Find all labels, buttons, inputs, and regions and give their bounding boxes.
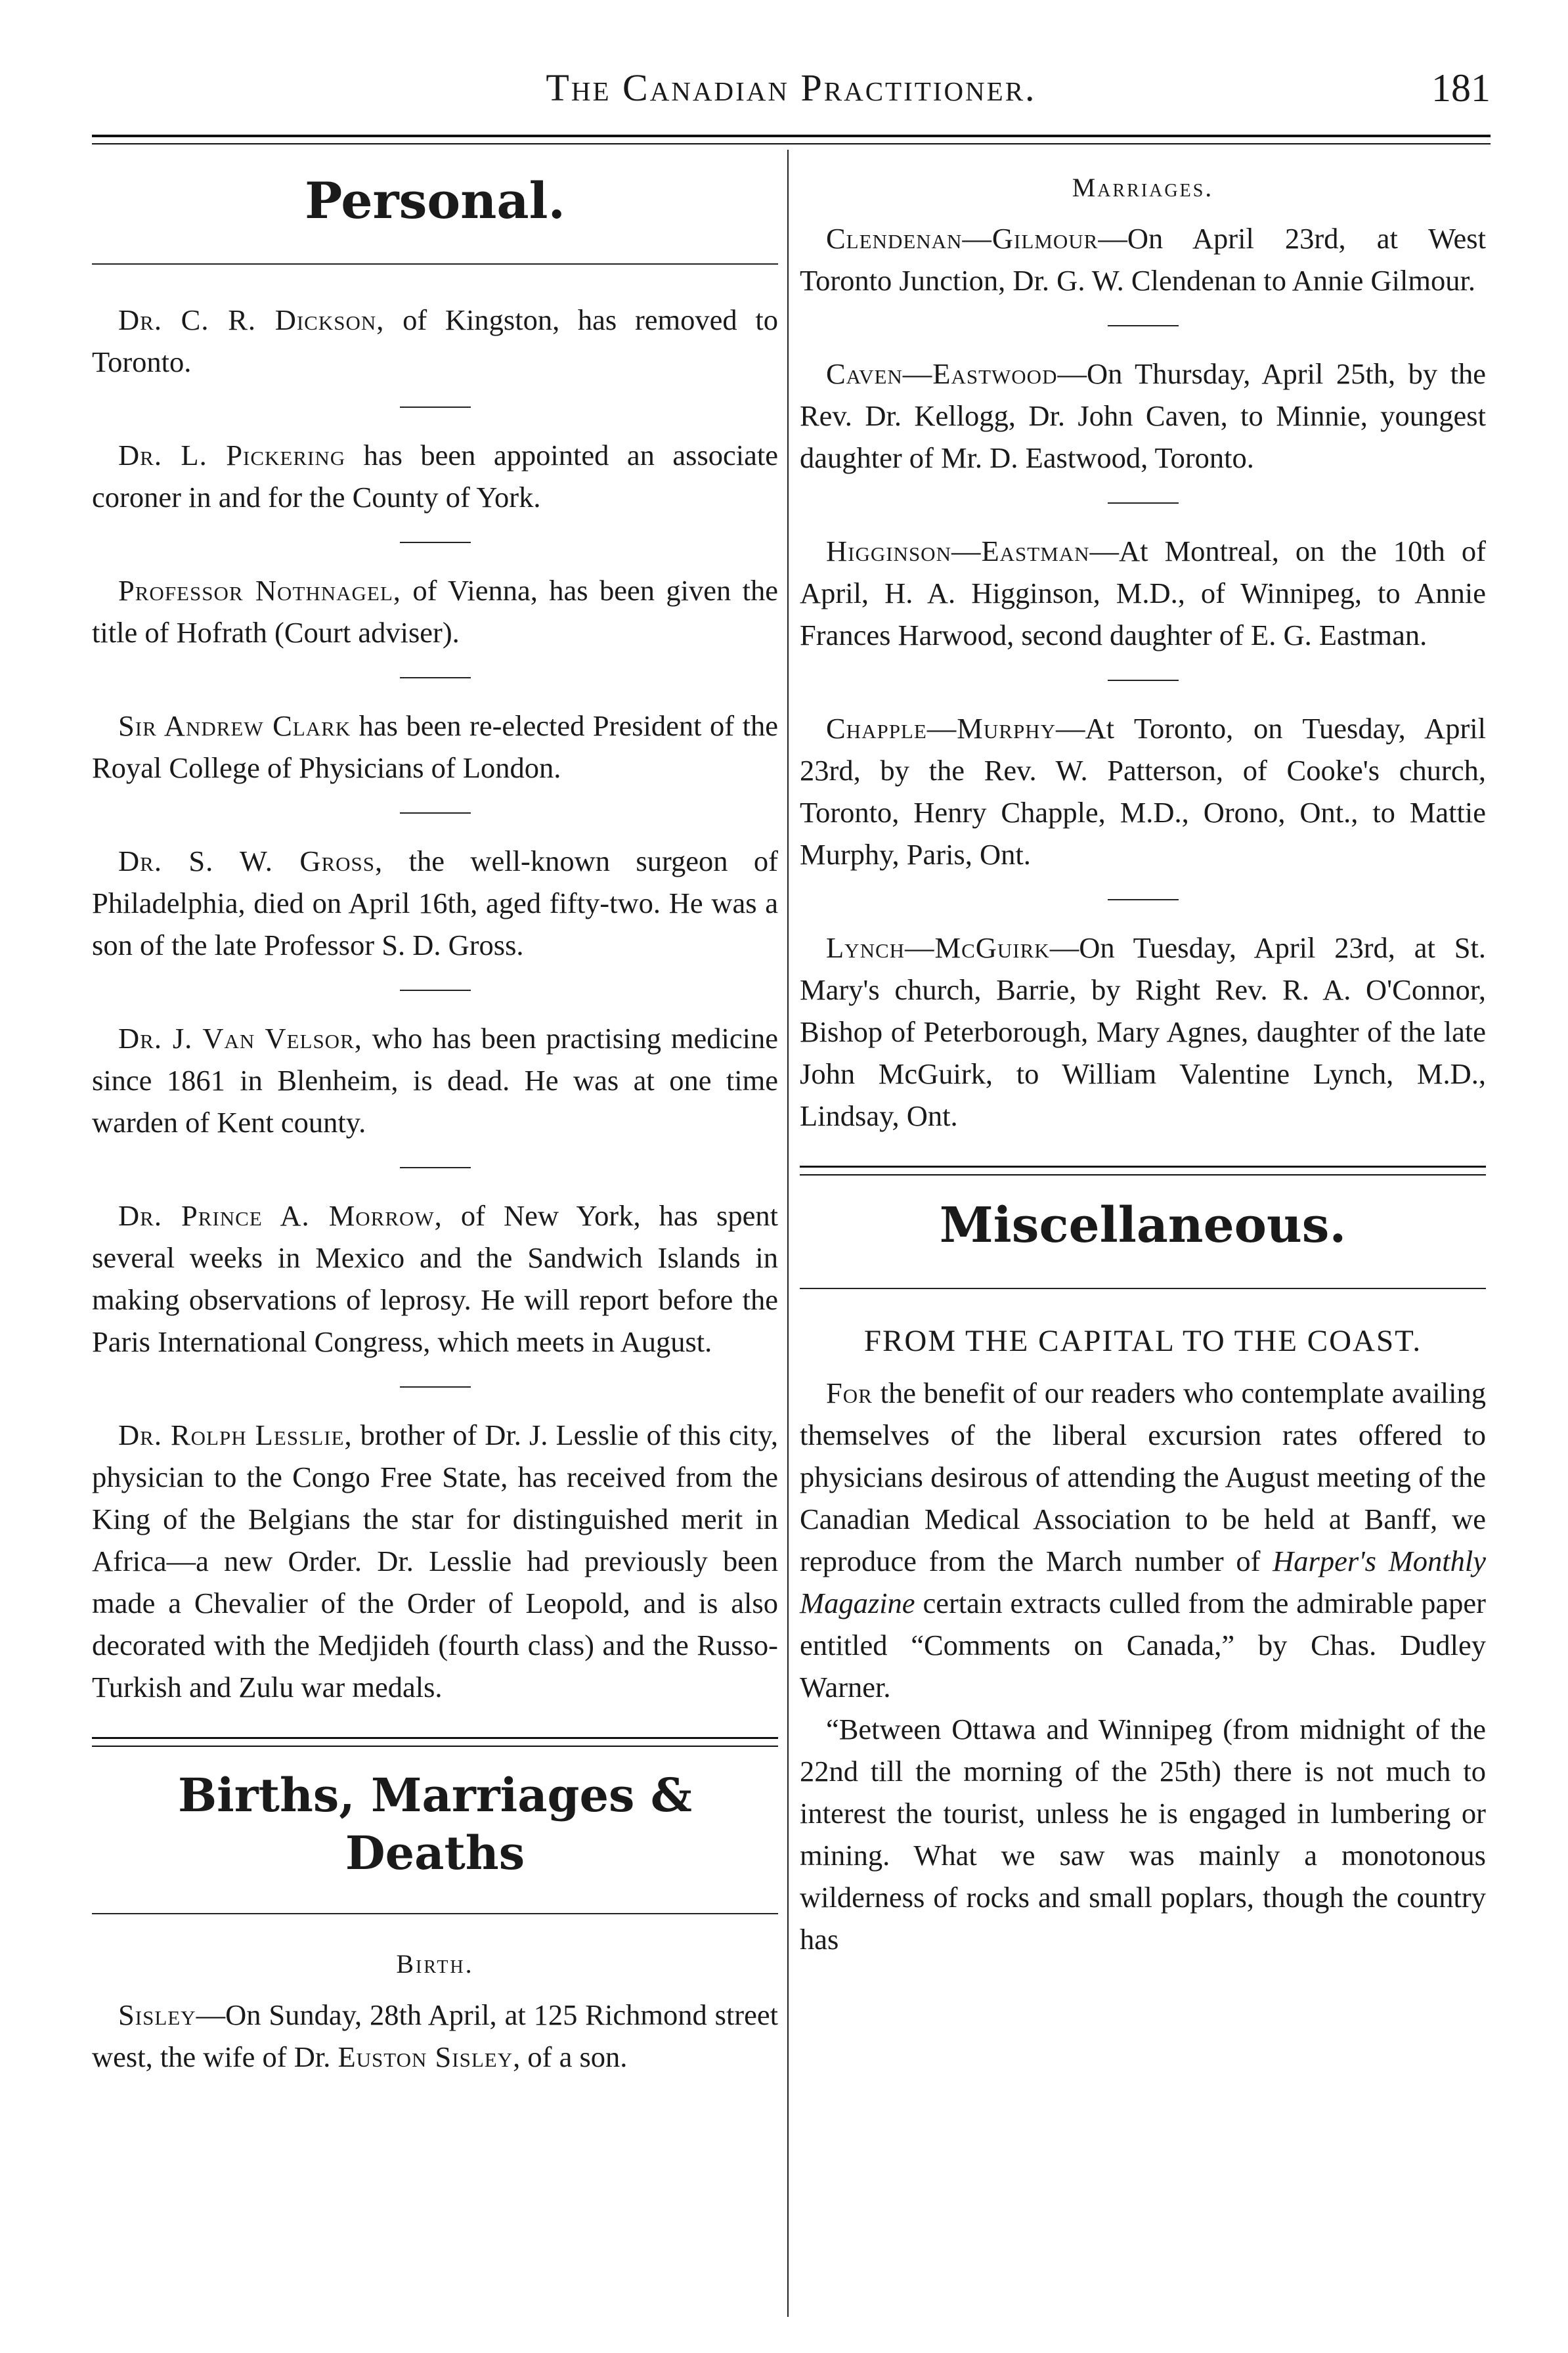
item-separator <box>400 1386 471 1388</box>
personal-item: Dr. J. Van Velsor, who has been practising medicine since 1861 in Blenheim, is dead. He was at one time warden of Kent county. <box>92 1022 778 1139</box>
marriage-notice: Higginson—Eastman—At Montreal, on the 10th of April, H. A. Higginson, M.D., of Winnipeg, to Annie Frances Harwood, second daughter of E. G. Eastman. <box>800 535 1486 651</box>
section-rule-double <box>92 1737 778 1739</box>
article-paragraph: For the benefit of our readers who contemplate availing themselves of the liberal excursion rates offered to physicians desirous of attending the August meeting of the Canadian Medical Association to be held at Banff, we reproduce from the March number of Harper's Monthly Magazine certain extracts culled from the admirable paper entitled “Comments on Canada,” by Chas. Dudley Warner. <box>800 1376 1487 1704</box>
item-separator <box>400 1167 471 1168</box>
personal-item: Dr. S. W. Gross, the well-known surgeon of Philadelphia, died on April 16th, aged fifty-two. He was a son of the late Professor S. D. Gross. <box>92 845 779 961</box>
item-separator <box>1108 680 1179 681</box>
item-separator <box>1108 502 1179 504</box>
personal-item: Dr. L. Pickering has been appointed an associate coroner in and for the County of York. <box>92 439 779 514</box>
right-column <box>800 150 1486 1960</box>
section-rule <box>92 263 778 265</box>
section-rule-double <box>92 1746 778 1747</box>
page-number: 181 <box>1431 66 1491 110</box>
marriage-notice: Chapple—Murphy—At Toronto, on Tuesday, April 23rd, by the Rev. W. Patterson, of Cooke's church, Toronto, Henry Chapple, M.D., Orono, Ont., to Mattie Murphy, Paris, Ont. <box>800 712 1486 871</box>
journal-title: The Canadian Practitioner. <box>546 66 1037 109</box>
header-rule-thin <box>92 143 1491 144</box>
item-separator <box>1108 325 1179 326</box>
left-column <box>92 150 778 2078</box>
personal-item: Dr. Rolph Lesslie, brother of Dr. J. Lesslie of this city, physician to the Congo Free State, has received from the King of the Belgians the star for distinguished merit in Africa—a new Order. Dr. Lesslie had previously been made a Chevalier of the Order of Leopold, and is also decorated with the Medjideh (fourth class) and the Russo-Turkish and Zulu war medals. <box>92 1418 778 1704</box>
section-rule <box>800 1288 1486 1289</box>
column-divider <box>787 150 789 2317</box>
item-separator <box>400 677 471 678</box>
article-title: FROM THE CAPITAL TO THE COAST. <box>863 1323 1422 1358</box>
item-separator <box>400 990 471 991</box>
personal-item: Dr. Prince A. Morrow, of New York, has spent several weeks in Mexico and the Sandwich Islands in making observations of leprosy. He will report before the Paris International Congress, which meets in August. <box>92 1199 778 1358</box>
subhead-marriages: Marriages. <box>1072 173 1214 202</box>
subhead-birth: Birth. <box>396 1949 474 1979</box>
section-title-personal: Personal. <box>305 171 565 230</box>
personal-item: Sir Andrew Clark has been re-elected President of the Royal College of Physicians of London. <box>92 709 778 784</box>
section-title-misc: Miscellaneous. <box>939 1197 1347 1254</box>
personal-item: Professor Nothnagel, of Vienna, has been given the title of Hofrath (Court adviser). <box>92 574 778 649</box>
section-rule-double <box>800 1166 1486 1168</box>
personal-item: Dr. C. R. Dickson, of Kingston, has removed to Toronto. <box>92 303 778 378</box>
marriage-notice: Lynch—McGuirk—On Tuesday, April 23rd, at St. Mary's church, Barrie, by Right Rev. R. A. O'Connor, Bishop of Peterborough, Mary Agnes, daughter of the late John McGuirk, to William Valentine Lynch, M.D., Lindsay, Ont. <box>800 931 1486 1132</box>
birth-notice: Sisley—On Sunday, 28th April, at 125 Richmond street west, the wife of Dr. Euston Sisley, of a son. <box>92 1998 778 2073</box>
item-separator <box>1108 899 1179 900</box>
article-paragraph: “Between Ottawa and Winnipeg (from midnight of the 22nd till the morning of the 25th) there is not much to interest the tourist, unless he is engaged in lumbering or mining. What we saw was mainly a monotonous wilderness of rocks and small poplars, though the country has <box>800 1712 1486 1956</box>
item-separator <box>400 812 471 814</box>
marriage-notice: Clendenan—Gilmour—On April 23rd, at West Toronto Junction, Dr. G. W. Clendenan to Annie Gilmour. <box>800 222 1486 297</box>
marriage-notice: Caven—Eastwood—On Thursday, April 25th, by the Rev. Dr. Kellogg, Dr. John Caven, to Minnie, youngest daughter of Mr. D. Eastwood, Toronto. <box>800 357 1486 474</box>
section-rule-double <box>800 1174 1486 1176</box>
section-title-bmd: Births, Marriages & Deaths <box>177 1768 693 1880</box>
item-separator <box>400 542 471 543</box>
item-separator <box>400 407 471 408</box>
running-header <box>92 66 1491 125</box>
section-rule <box>92 1913 778 1914</box>
header-rule-thick <box>92 135 1491 137</box>
